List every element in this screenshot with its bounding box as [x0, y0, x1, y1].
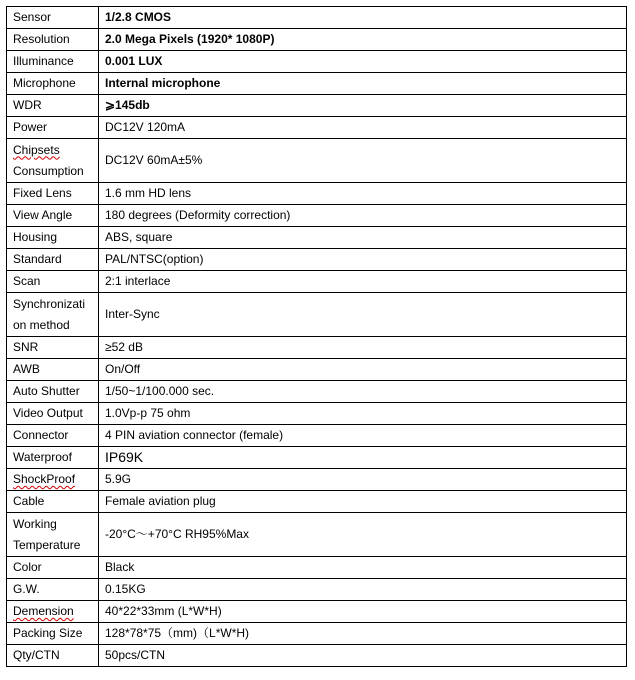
value-cell: 1/2.8 CMOS [99, 7, 627, 29]
label-line: Consumption [13, 163, 84, 178]
value-cell: 0.001 LUX [99, 51, 627, 73]
label-cell: Color [7, 557, 99, 579]
table-row-waterproof [7, 447, 627, 469]
label-cell: Qty/CTN [7, 645, 99, 667]
value-cell: DC12V 60mA±5% [99, 139, 627, 183]
table-row-video-output [7, 403, 627, 425]
label-cell: AWB [7, 359, 99, 381]
value-cell: 0.15KG [99, 579, 627, 601]
label-line: Chipsets [13, 142, 60, 157]
label-cell: Connector [7, 425, 99, 447]
value-cell: -20°C～+70°C RH95%Max [99, 513, 627, 557]
table-row-housing [7, 227, 627, 249]
label-line: Temperature [13, 537, 81, 552]
value-cell: ⩾145db [99, 95, 627, 117]
label-cell: Standard [7, 249, 99, 271]
value-cell: Female aviation plug [99, 491, 627, 513]
label-cell: Sensor [7, 7, 99, 29]
label-cell [7, 469, 99, 491]
value-cell: ABS, square [99, 227, 627, 249]
value-cell: 5.9G [99, 469, 627, 491]
table-row-snr [7, 337, 627, 359]
table-row-microphone [7, 73, 627, 95]
table-row-color [7, 557, 627, 579]
label-cell: Video Output [7, 403, 99, 425]
label-cell [7, 293, 99, 337]
table-row-illuminance [7, 51, 627, 73]
table-row-gross-weight [7, 579, 627, 601]
table-row-synchronization-method [7, 293, 627, 337]
value-cell: 1/50~1/100.000 sec. [99, 381, 627, 403]
value-cell: 1.0Vp-p 75 ohm [99, 403, 627, 425]
label-cell: Packing Size [7, 623, 99, 645]
label-cell: SNR [7, 337, 99, 359]
table-row-awb [7, 359, 627, 381]
table-row-connector [7, 425, 627, 447]
label-text: Demension [13, 604, 74, 618]
label-cell: Fixed Lens [7, 183, 99, 205]
label-cell [7, 601, 99, 623]
table-row-scan [7, 271, 627, 293]
label-cell: Power [7, 117, 99, 139]
label-cell: Resolution [7, 29, 99, 51]
value-cell: PAL/NTSC(option) [99, 249, 627, 271]
label-line: Synchronizati [13, 296, 86, 311]
table-row-wdr [7, 95, 627, 117]
label-cell: Housing [7, 227, 99, 249]
label-cell: View Angle [7, 205, 99, 227]
table-row-working-temperature [7, 513, 627, 557]
label-cell: Illuminance [7, 51, 99, 73]
table-row-dimension [7, 601, 627, 623]
table-row-chipsets-consumption [7, 139, 627, 183]
value-cell: 1.6 mm HD lens [99, 183, 627, 205]
table-row-view-angle [7, 205, 627, 227]
label-cell: Waterproof [7, 447, 99, 469]
label-cell [7, 139, 99, 183]
value-cell: 2.0 Mega Pixels (1920* 1080P) [99, 29, 627, 51]
value-cell: 4 PIN aviation connector (female) [99, 425, 627, 447]
label-cell [7, 513, 99, 557]
label-cell: Microphone [7, 73, 99, 95]
value-cell: 128*78*75（mm)（L*W*H) [99, 623, 627, 645]
table-row-shockproof [7, 469, 627, 491]
value-cell: On/Off [99, 359, 627, 381]
table-row-cable [7, 491, 627, 513]
spec-table [6, 6, 627, 667]
value-cell: 180 degrees (Deformity correction) [99, 205, 627, 227]
table-row-qty-ctn [7, 645, 627, 667]
label-cell: Auto Shutter [7, 381, 99, 403]
label-cell: WDR [7, 95, 99, 117]
table-row-resolution [7, 29, 627, 51]
label-line: on method [13, 317, 70, 332]
table-row-power [7, 117, 627, 139]
value-cell: Internal microphone [99, 73, 627, 95]
table-row-standard [7, 249, 627, 271]
value-cell: DC12V 120mA [99, 117, 627, 139]
value-cell: 40*22*33mm (L*W*H) [99, 601, 627, 623]
label-line: Working [13, 516, 57, 531]
value-cell: Black [99, 557, 627, 579]
value-cell: 2:1 interlace [99, 271, 627, 293]
label-cell: G.W. [7, 579, 99, 601]
value-cell: IP69K [99, 447, 627, 469]
table-row-fixed-lens [7, 183, 627, 205]
table-row-auto-shutter [7, 381, 627, 403]
table-row-sensor [7, 7, 627, 29]
value-cell: ≥52 dB [99, 337, 627, 359]
table-row-packing-size [7, 623, 627, 645]
value-cell: 50pcs/CTN [99, 645, 627, 667]
label-text: ShockProof [13, 472, 76, 486]
label-cell: Cable [7, 491, 99, 513]
value-cell: Inter-Sync [99, 293, 627, 337]
label-cell: Scan [7, 271, 99, 293]
